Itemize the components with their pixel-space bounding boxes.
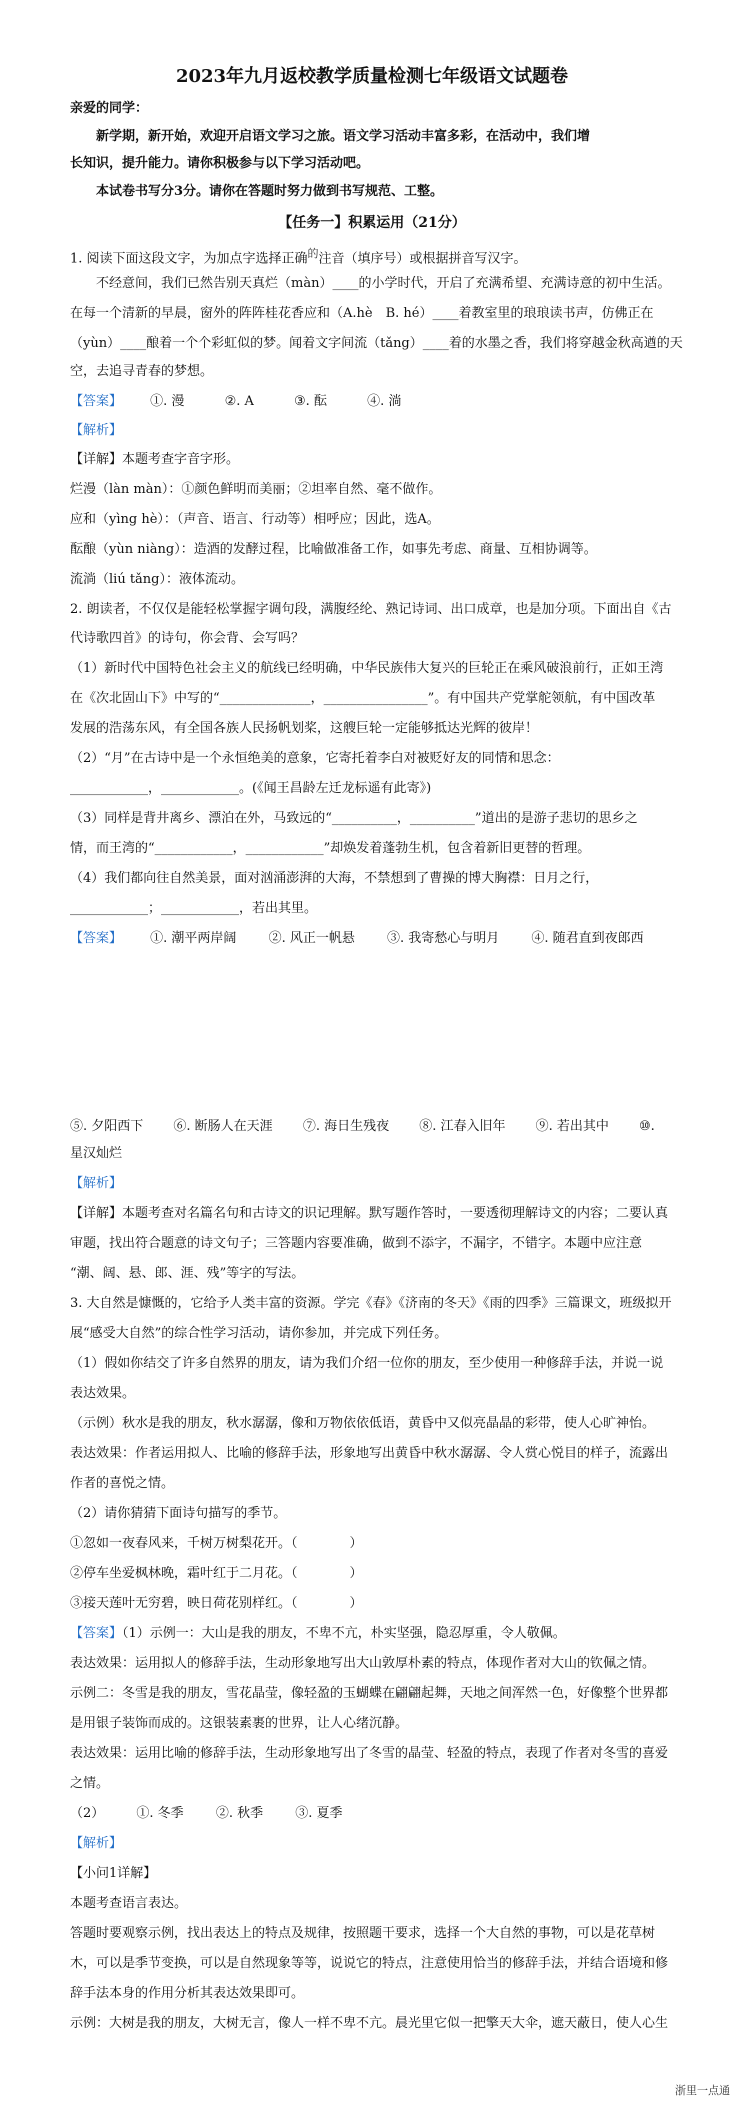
q3-para-1: 3. 大自然是慷慨的，它给予人类丰富的资源。学完《春》《济南的冬天》《雨的四季》三篇课文，班级拟开 <box>70 1296 672 1311</box>
q2-prompt-1: 2. 朗读者，不仅仅是能轻松掌握字调句段，满腹经纶、熟记诗词、出口成章，也是加分项。下面出自《古 <box>70 602 672 617</box>
q2-detail-2: 审题，找出符合题意的诗文句子；三答题内容要准确，做到不添字，不漏字，不错字。本题中应注意 <box>70 1236 643 1251</box>
intro-line-3: 本试卷书写分3分。请你在答题时努力做到书写规范、工整。 <box>96 184 444 199</box>
q2-s3a: （3）同样是背井离乡、漂泊在外，马致远的“__________，__________”道出的是游子悲切的思乡之 <box>70 811 638 826</box>
q3-answer-1: 【答案】（1）示例一：大山是我的朋友，不卑不亢，朴实坚强，隐忍厚重，令人敬佩。 <box>70 1626 566 1641</box>
footer-brand: 浙里一点通 <box>675 2084 730 2097</box>
q3-sub-heading: 【小问1详解】 <box>70 1866 157 1881</box>
q3-answer-7: （2） ①. 冬季 ②. 秋季 ③. 夏季 <box>70 1806 343 1821</box>
q2-analysis-tag: 【解析】 <box>70 1176 123 1191</box>
q3-answer-2: 表达效果：运用拟人的修辞手法，生动形象地写出大山敦厚朴素的特点，体现作者对大山的钦佩之情。 <box>70 1656 656 1671</box>
q1-detail: 【详解】本题考查字音字形。 <box>70 452 240 467</box>
q1-para-3: （yùn）____酿着一个个彩虹似的梦。闻着文字间流（tǎng）____着的水墨之香，我们将穿越金秋高遒的天 <box>70 336 683 351</box>
q2-answer-row-3: 星汉灿烂 <box>70 1146 123 1161</box>
q3-line-2: ②停车坐爱枫林晚，霜叶红于二月花。（ ） <box>70 1566 363 1581</box>
q2-answer-row-2: ⑤. 夕阳西下 ⑥. 断肠人在天涯 ⑦. 海日生残夜 ⑧. 江春入旧年 ⑨. 若出其中 ⑩. <box>70 1119 655 1134</box>
q1-answer-row: 【答案】 ①. 漫 ②. A ③. 酝 ④. 淌 <box>70 394 402 409</box>
q2-answer-row-1: 【答案】 ①. 潮平两岸阔 ②. 风正一帆悬 ③. 我寄愁心与明月 ④. 随君直到夜郎西 <box>70 931 644 946</box>
q1-explain-2: 应和（yìng hè）：（声音、语言、行动等）相呼应；因此，选A。 <box>70 512 440 527</box>
task1-heading: 【任务一】积累运用（21分） <box>278 215 466 231</box>
q3-s1a: （1）假如你结交了许多自然界的朋友，请为我们介绍一位你的朋友，至少使用一种修辞手法，并说一说 <box>70 1356 664 1371</box>
q2-detail-3: “潮、阔、悬、郎、涯、残”等字的写法。 <box>70 1266 305 1281</box>
q1-explain-3: 酝酿（yùn niàng）：造酒的发酵过程，比喻做准备工作，如事先考虑、商量、互相协调等。 <box>70 542 597 557</box>
page-title: 2023年九月返校教学质量检测七年级语文试题卷 <box>175 66 569 87</box>
q1-explain-1: 烂漫（làn màn）：①颜色鲜明而美丽；②坦率自然、毫不做作。 <box>70 482 442 497</box>
q2-s2a: （2）“月”在古诗中是一个永恒绝美的意象，它寄托着李白对被贬好友的同情和思念： <box>70 751 560 766</box>
q3-line-1: ①忽如一夜春风来，千树万树梨花开。（ ） <box>70 1536 363 1551</box>
intro-line-1: 新学期，新开始，欢迎开启语文学习之旅。语文学习活动丰富多彩，在活动中，我们增 <box>96 129 591 144</box>
q3-s2: （2）请你猜猜下面诗句描写的季节。 <box>70 1506 287 1521</box>
q2-s1b: 在《次北固山下》中写的“______________，________________”。有中国共产党掌舵领航，有中国改革 <box>70 691 656 706</box>
q3-k2: 答题时要观察示例，找出表达上的特点及规律，按照题干要求，选择一个大自然的事物，可以是花草树 <box>70 1926 656 1941</box>
q3-answer-4: 是用银子装饰而成的。这银装素裹的世界，让人心绪沉静。 <box>70 1716 409 1731</box>
q1-para-4: 空，去追寻青春的梦想。 <box>70 364 214 379</box>
q2-s1a: （1）新时代中国特色社会主义的航线已经明确，中华民族伟大复兴的巨轮正在乘风破浪前行，正如王湾 <box>70 661 664 676</box>
q2-s4b: ____________；____________，若出其里。 <box>70 901 318 916</box>
q3-s1b: 表达效果。 <box>70 1386 136 1401</box>
q3-line-3: ③接天莲叶无穷碧，映日荷花别样红。（ ） <box>70 1596 363 1611</box>
q2-prompt-2: 代诗歌四首》的诗句，你会背、会写吗？ <box>70 631 305 646</box>
q2-s1c: 发展的浩荡东风，有全国各族人民扬帆划桨，这艘巨轮一定能够抵达光辉的彼岸！ <box>70 721 539 736</box>
q3-k1: 本题考查语言表达。 <box>70 1896 188 1911</box>
q2-detail-1: 【详解】本题考查对名篇名句和古诗文的识记理解。默写题作答时，一要透彻理解诗文的内容；二要认真 <box>70 1206 669 1221</box>
q1-para-2: 在每一个清新的早晨，窗外的阵阵桂花香应和（A.hè B. hé）____着教室里的琅琅读书声，仿佛正在 <box>70 306 654 321</box>
q1-prompt: 1. 阅读下面这段文字，为加点字选择正确$^的$注音（填序号）或根据拼音写汉字。 <box>70 247 527 267</box>
greeting: 亲爱的同学： <box>70 101 149 116</box>
q3-example-2a: 表达效果：作者运用拟人、比喻的修辞手法，形象地写出黄昏中秋水潺潺、令人赏心悦目的样子，流露出 <box>70 1446 669 1461</box>
q3-example-2b: 作者的喜悦之情。 <box>70 1476 175 1491</box>
q2-s3b: 情，而王湾的“____________，____________”却焕发着蓬勃生机，包含着新旧更替的哲理。 <box>70 841 591 856</box>
intro-line-2: 长知识，提升能力。请你积极参与以下学习活动吧。 <box>70 156 370 171</box>
q2-s4a: （4）我们都向往自然美景，面对汹涌澎湃的大海，不禁想到了曹操的博大胸襟：日月之行， <box>70 871 599 886</box>
q2-s2b: ____________，____________。(《闻王昌龄左迁龙标遥有此寄》) <box>70 781 432 796</box>
q1-para-1: 不经意间，我们已然告别天真烂（màn）____的小学时代，开启了充满希望、充满诗意的初中生活。 <box>96 276 671 291</box>
q3-answer-5: 表达效果：运用比喻的修辞手法，生动形象地写出了冬雪的晶莹、轻盈的特点，表现了作者对冬雪的喜爱 <box>70 1746 669 1761</box>
q3-para-2: 展“感受大自然”的综合性学习活动，请你参加，并完成下列任务。 <box>70 1326 448 1341</box>
q3-answer-6: 之情。 <box>70 1776 110 1791</box>
q1-explain-4: 流淌（liú tǎng）：液体流动。 <box>70 572 244 587</box>
q3-k5: 示例：大树是我的朋友，大树无言，像人一样不卑不亢。晨光里它似一把擎天大伞，遮天蔽日，使人心生 <box>70 2016 669 2031</box>
q3-answer-3: 示例二：冬雪是我的朋友，雪花晶莹，像轻盈的玉蝴蝶在翩翩起舞，天地之间浑然一色，好像整个世界都 <box>70 1686 669 1701</box>
q3-example-1: （示例）秋水是我的朋友，秋水潺潺，像和万物依依低语，黄昏中又似亮晶晶的彩带，使人心旷神怡。 <box>70 1416 656 1431</box>
q3-k4: 辞手法本身的作用分析其表达效果即可。 <box>70 1986 305 2001</box>
q1-analysis-tag: 【解析】 <box>70 423 123 438</box>
q3-k3: 木，可以是季节变换，可以是自然现象等等，说说它的特点，注意使用恰当的修辞手法，并结合语境和修 <box>70 1956 669 1971</box>
q3-analysis-tag: 【解析】 <box>70 1836 123 1851</box>
